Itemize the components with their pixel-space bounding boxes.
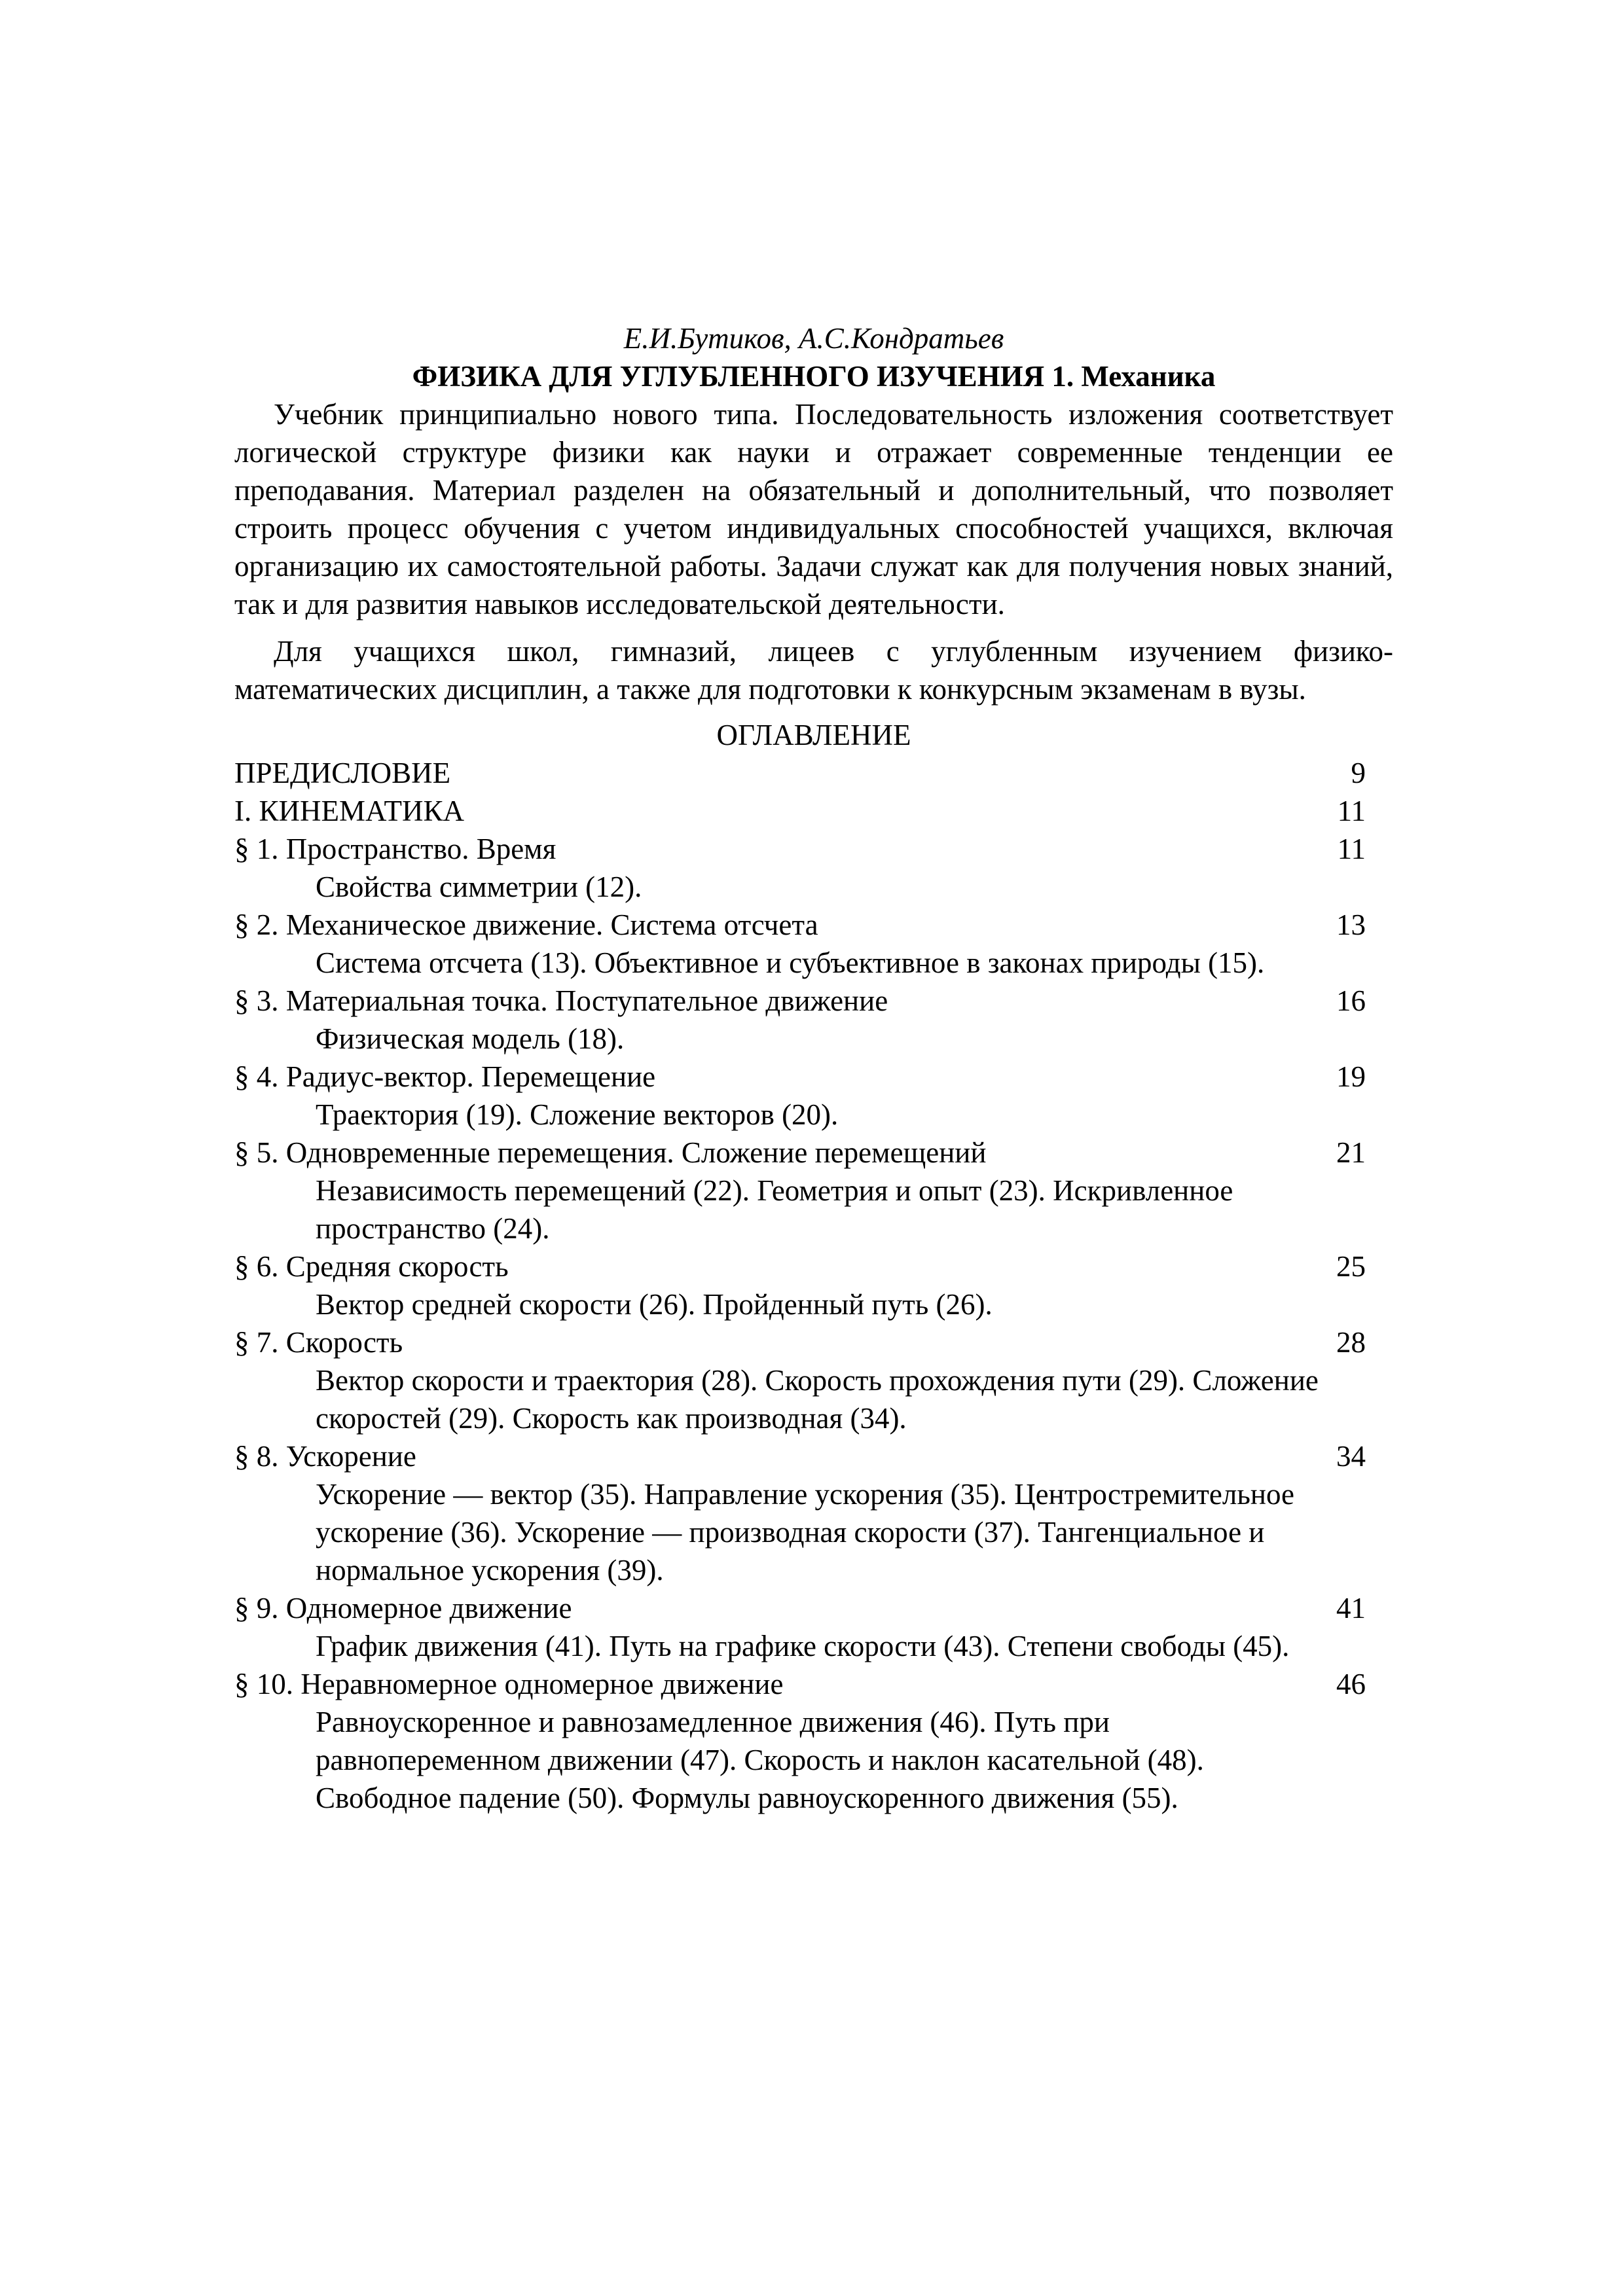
- toc-entry-title: § 2. Механическое движение. Система отсчета: [234, 908, 818, 941]
- toc-entry: [234, 1134, 1393, 1247]
- toc-entry-subtopics: Вектор средней скорости (26). Пройденный путь (26).: [316, 1288, 993, 1321]
- toc-entry-subtopics: Физическая модель (18).: [316, 1022, 625, 1055]
- toc-entry-title: § 7. Скорость: [234, 1326, 403, 1359]
- toc-entry-page: 9: [1351, 757, 1366, 789]
- toc-entry-page: 11: [1337, 795, 1366, 827]
- toc-entry-title: § 1. Пространство. Время: [234, 833, 556, 865]
- book-title: ФИЗИКА ДЛЯ УГЛУБЛЕННОГО ИЗУЧЕНИЯ 1. Механика: [412, 360, 1216, 393]
- toc-entry-page: 25: [1336, 1250, 1366, 1283]
- toc-entry-subtopics: Свойства симметрии (12).: [316, 870, 642, 903]
- page-content: [234, 319, 1393, 1817]
- toc-entry-title: § 5. Одновременные перемещения. Сложение перемещений: [234, 1136, 987, 1169]
- toc-entry-title: § 9. Одномерное движение: [234, 1592, 572, 1624]
- toc-entry: [234, 792, 1393, 830]
- toc-entry-page: 28: [1336, 1326, 1366, 1359]
- toc-entry-subtopics: Равноускоренное и равнозамедленное движения (46). Путь при равнопеременном движении (47). Скорость и наклон касательной (48). Свободное падение (50). Формулы равноускоренного движения (55).: [316, 1706, 1204, 1814]
- toc-entry-page: 11: [1337, 833, 1366, 865]
- table-of-contents: [234, 754, 1393, 1817]
- toc-entry-title: § 4. Радиус-вектор. Перемещение: [234, 1060, 656, 1093]
- toc-entry: [234, 1437, 1393, 1589]
- toc-entry-page: 34: [1336, 1440, 1366, 1473]
- description-paragraph: Учебник принципиально нового типа. Последовательность изложения соответствует логической структуре физики как науки и отражает современные тенденции ее преподавания. Материал разделен на обязательный и дополнительный, что позволяет строить процесс обучения с учетом индивидуальных способностей учащихся, включая организацию их самостоятельной работы. Задачи служат как для получения новых знаний, так и для развития навыков исследовательской деятельности.: [234, 398, 1393, 620]
- authors: Е.И.Бутиков, А.С.Кондратьев: [623, 322, 1004, 355]
- toc-entry-subtopics: Система отсчета (13). Объективное и субъективное в законах природы (15).: [316, 946, 1265, 979]
- toc-entry: [234, 1323, 1393, 1437]
- toc-entry: [234, 830, 1393, 906]
- toc-entry-title: § 3. Материальная точка. Поступательное движение: [234, 984, 888, 1017]
- toc-entry-page: 21: [1336, 1136, 1366, 1169]
- toc-entry: [234, 1058, 1393, 1134]
- toc-heading: ОГЛАВЛЕНИЕ: [716, 719, 911, 751]
- toc-entry: [234, 906, 1393, 982]
- toc-entry-page: 13: [1336, 908, 1366, 941]
- toc-entry: [234, 1247, 1393, 1323]
- toc-entry: [234, 754, 1393, 792]
- toc-entry-subtopics: Вектор скорости и траектория (28). Скорость прохождения пути (29). Сложение скоростей (29). Скорость как производная (34).: [316, 1364, 1319, 1435]
- toc-entry-subtopics: График движения (41). Путь на графике скорости (43). Степени свободы (45).: [316, 1630, 1290, 1662]
- toc-entry-subtopics: Траектория (19). Сложение векторов (20).: [316, 1098, 839, 1131]
- toc-entry-title: I. КИНЕМАТИКА: [234, 795, 465, 827]
- toc-entry-title: § 6. Средняя скорость: [234, 1250, 509, 1283]
- toc-entry-page: 46: [1336, 1668, 1366, 1700]
- toc-entry-page: 19: [1336, 1060, 1366, 1093]
- toc-entry-title: § 8. Ускорение: [234, 1440, 416, 1473]
- toc-entry-title: ПРЕДИСЛОВИЕ: [234, 757, 451, 789]
- description-paragraph: Для учащихся школ, гимназий, лицеев с углубленным изучением физико-математических дисциплин, а также для подготовки к конкурсным экзаменам в вузы.: [234, 635, 1393, 706]
- toc-entry: [234, 1665, 1393, 1817]
- toc-entry-page: 16: [1336, 984, 1366, 1017]
- toc-entry: [234, 982, 1393, 1058]
- toc-entry-subtopics: Независимость перемещений (22). Геометрия и опыт (23). Искривленное пространство (24).: [316, 1174, 1233, 1245]
- toc-entry-subtopics: Ускорение — вектор (35). Направление ускорения (35). Центростремительное ускорение (36). Ускорение — производная скорости (37). Тангенциальное и нормальное ускорения (39).: [316, 1478, 1294, 1587]
- toc-entry: [234, 1589, 1393, 1665]
- toc-entry-page: 41: [1336, 1592, 1366, 1624]
- toc-entry-title: § 10. Неравномерное одномерное движение: [234, 1668, 784, 1700]
